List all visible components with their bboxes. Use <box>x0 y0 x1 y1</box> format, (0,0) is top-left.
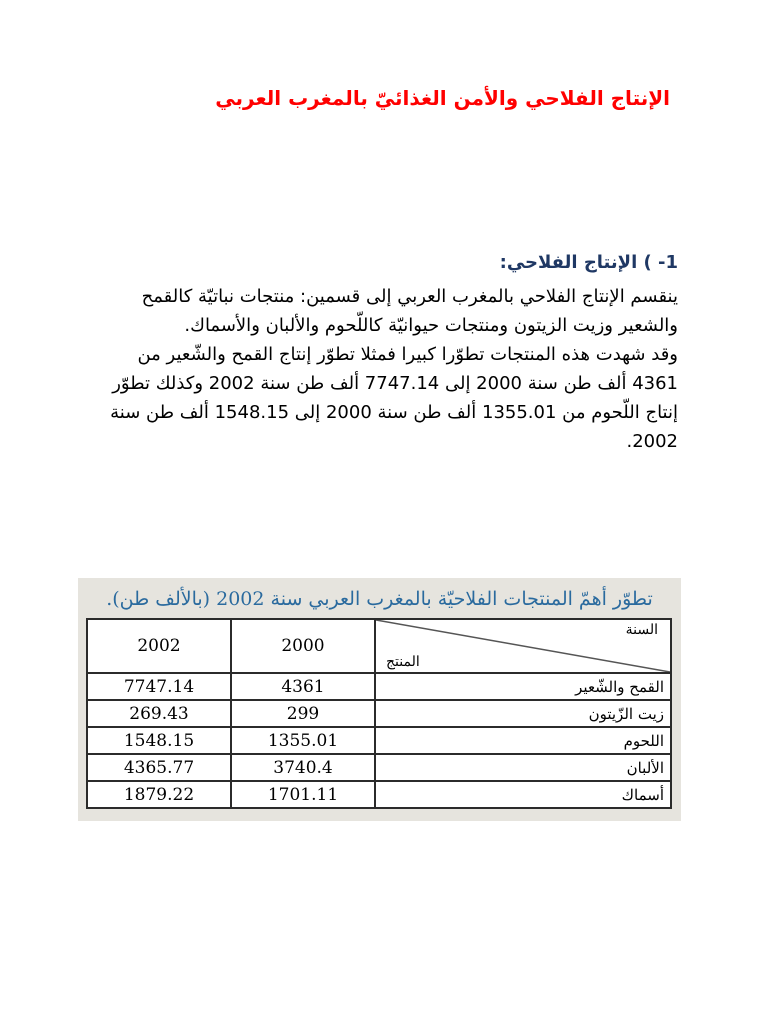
value-2000-cell: 1355.01 <box>231 727 375 754</box>
header-year-label: السنة <box>625 622 658 638</box>
value-2000-cell: 3740.4 <box>231 754 375 781</box>
body-text <box>90 282 678 456</box>
product-cell: اللحوم <box>375 727 671 754</box>
table-row <box>87 673 671 700</box>
table-figure <box>78 578 681 821</box>
value-2002-cell: 1548.15 <box>87 727 231 754</box>
header-product-label: المنتج <box>386 654 420 670</box>
table-row <box>87 727 671 754</box>
value-2002-cell: 7747.14 <box>87 673 231 700</box>
header-year-2000: 2000 <box>231 619 375 673</box>
value-2000-cell: 1701.11 <box>231 781 375 808</box>
production-table <box>86 618 672 809</box>
product-cell: القمح والشّعير <box>375 673 671 700</box>
table-row <box>87 781 671 808</box>
value-2000-cell: 4361 <box>231 673 375 700</box>
product-cell: الألبان <box>375 754 671 781</box>
section-heading: 1- ) الإنتاج الفلاحي: <box>499 252 678 273</box>
value-2002-cell: 4365.77 <box>87 754 231 781</box>
header-year-2002: 2002 <box>87 619 231 673</box>
product-cell: زيت الزّيتون <box>375 700 671 727</box>
value-2002-cell: 1879.22 <box>87 781 231 808</box>
page-title: الإنتاج الفلاحي والأمن الغذائيّ بالمغرب العربي <box>215 86 670 110</box>
paragraph: ينقسم الإنتاج الفلاحي بالمغرب العربي إلى قسمين: منتجات نباتيّة كالقمح والشعير وزيت الزيتون ومنتجات حيوانيّة كاللّحوم والألبان والأسماك. <box>141 286 678 336</box>
table-header-corner-cell <box>375 619 671 673</box>
value-2002-cell: 269.43 <box>87 700 231 727</box>
paragraph: وقد شهدت هذه المنتجات تطوّرا كبيرا فمثلا تطوّر إنتاج القمح والشّعير من 4361 ألف طن سنة 2000 إلى 7747.14 ألف طن سنة 2002 وكذلك تطوّر إنتاج اللّحوم من 1355.01 ألف طن سنة 2000 إلى 1548.15 ألف طن سنة 2002. <box>110 344 678 452</box>
product-cell: أسماك <box>375 781 671 808</box>
value-2000-cell: 299 <box>231 700 375 727</box>
table-caption: تطوّر أهمّ المنتجات الفلاحيّة بالمغرب العربي سنة 2002 (بالألف طن). <box>106 588 653 610</box>
table-header-row <box>87 619 671 673</box>
table-row <box>87 700 671 727</box>
table-row <box>87 754 671 781</box>
